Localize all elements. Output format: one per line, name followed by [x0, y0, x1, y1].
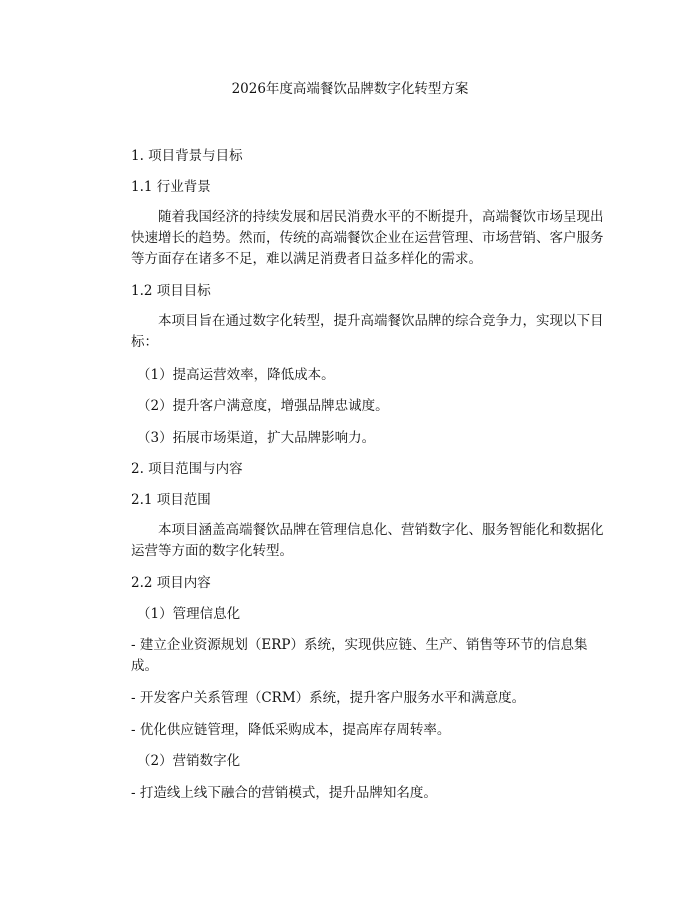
section-heading: 2. 项目范围与内容	[131, 461, 243, 477]
bullet-item: - 开发客户关系管理（CRM）系统，提升客户服务水平和满意度。	[131, 690, 526, 706]
bullet-item: - 打造线上线下融合的营销模式，提升品牌知名度。	[131, 785, 437, 801]
list-item: （3）拓展市场渠道，扩大品牌影响力。	[137, 430, 376, 446]
bullet-item: - 建立企业资源规划（ERP）系统，实现供应链、生产、销售等环节的信息集成。	[131, 637, 588, 674]
bullet-item: - 优化供应链管理，降低采购成本，提高库存周转率。	[131, 722, 451, 738]
document-title: 2026年度高端餐饮品牌数字化转型方案	[231, 81, 469, 97]
section-heading: 1. 项目背景与目标	[131, 148, 243, 164]
subsection-heading: 2.2 项目内容	[131, 575, 211, 591]
subsection-heading: 1.2 项目目标	[131, 283, 211, 299]
list-heading: （1）管理信息化	[137, 606, 241, 622]
list-heading: （2）营销数字化	[137, 753, 241, 769]
paragraph: 随着我国经济的持续发展和居民消费水平的不断提升，高端餐饮市场呈现出快速增长的趋势。然而，传统的高端餐饮企业在运营管理、市场营销、客户服务等方面存在诸多不足，难以满足消费者日益多样化的需求。	[131, 209, 604, 267]
paragraph: 本项目涵盖高端餐饮品牌在管理信息化、营销数字化、服务智能化和数据化运营等方面的数字化转型。	[131, 522, 604, 559]
paragraph: 本项目旨在通过数字化转型，提升高端餐饮品牌的综合竞争力，实现以下目标：	[131, 313, 604, 350]
list-item: （2）提升客户满意度，增强品牌忠诚度。	[137, 398, 389, 414]
list-item: （1）提高运营效率，降低成本。	[137, 367, 335, 383]
subsection-heading: 1.1 行业背景	[131, 179, 211, 195]
subsection-heading: 2.1 项目范围	[131, 492, 211, 508]
